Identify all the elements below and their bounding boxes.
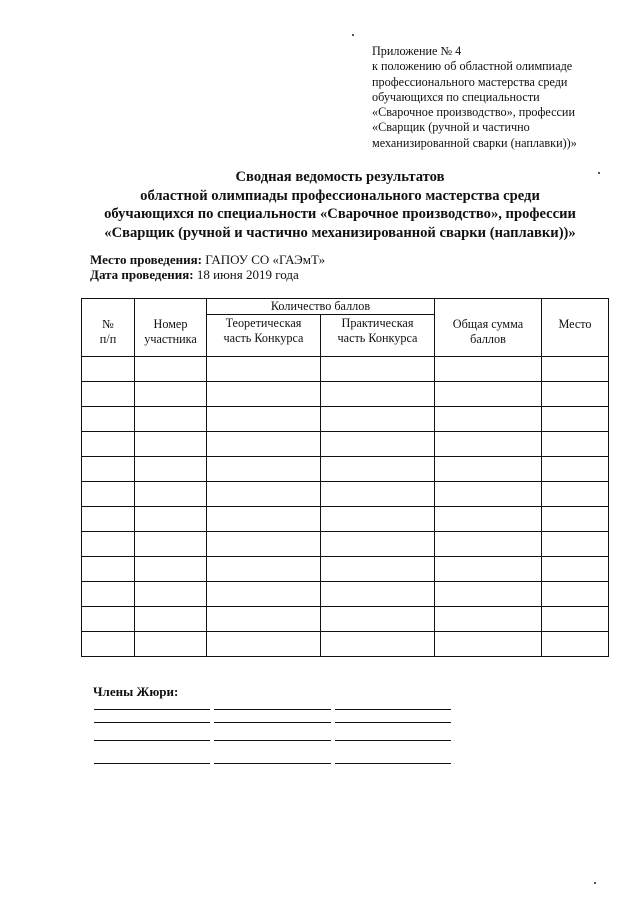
table-cell [82, 632, 135, 657]
table-cell [82, 407, 135, 432]
table-cell [135, 632, 207, 657]
table-cell [321, 457, 435, 482]
table-cell [207, 507, 321, 532]
signature-line [335, 763, 451, 764]
table-cell [207, 457, 321, 482]
table-cell [435, 532, 542, 557]
signature-line [94, 740, 210, 741]
table-cell [435, 382, 542, 407]
place-value: ГАПОУ СО «ГАЭмТ» [205, 252, 326, 267]
signature-line [94, 763, 210, 764]
appendix-block [372, 44, 617, 151]
table-cell [435, 607, 542, 632]
appendix-line: к положению об областной олимпиаде [372, 59, 573, 74]
table-cell [542, 382, 609, 407]
table-row [82, 407, 609, 432]
table-cell [135, 357, 207, 382]
appendix-line: обучающихся по специальности [372, 89, 540, 104]
col-place-text: Место [558, 317, 592, 331]
table-cell [207, 582, 321, 607]
signature-line [214, 740, 331, 741]
table-cell [321, 632, 435, 657]
table-cell [82, 607, 135, 632]
signature-line [214, 709, 331, 710]
table-row [82, 432, 609, 457]
table-cell [135, 407, 207, 432]
table-cell [321, 532, 435, 557]
table-cell [82, 482, 135, 507]
table-cell [82, 582, 135, 607]
table-cell [321, 607, 435, 632]
table-cell [321, 357, 435, 382]
event-date [90, 267, 325, 282]
table-cell [321, 382, 435, 407]
table-cell [321, 507, 435, 532]
table-cell [82, 357, 135, 382]
table-row [82, 582, 609, 607]
document-title [60, 168, 620, 242]
table-cell [435, 507, 542, 532]
signature-line [335, 740, 451, 741]
points-group-text: Количество баллов [270, 299, 371, 313]
col-practice-header [321, 315, 435, 357]
table-cell [542, 407, 609, 432]
event-meta [90, 252, 325, 282]
table-cell [82, 382, 135, 407]
signature-line [94, 722, 210, 723]
col-number-header [82, 299, 135, 357]
table-cell [542, 532, 609, 557]
table-cell [321, 482, 435, 507]
title-line: областной олимпиады профессионального мастерства среди [140, 187, 540, 204]
table-cell [542, 607, 609, 632]
signature-line [94, 709, 210, 710]
appendix-line: профессионального мастерства среди [372, 74, 568, 89]
appendix-line: Приложение № 4 [372, 44, 462, 58]
table-cell [542, 557, 609, 582]
table-cell [82, 432, 135, 457]
scan-speck [598, 172, 600, 174]
table-cell [207, 482, 321, 507]
table-row [82, 507, 609, 532]
signature-line [335, 722, 451, 723]
table-cell [135, 482, 207, 507]
results-table [81, 298, 609, 657]
table-row [82, 482, 609, 507]
table-cell [542, 357, 609, 382]
table-cell [207, 532, 321, 557]
table-row [82, 607, 609, 632]
table-cell [135, 582, 207, 607]
date-value: 18 июня 2019 года [196, 267, 299, 282]
table-cell [542, 632, 609, 657]
title-line: обучающихся по специальности «Сварочное производство», профессии [104, 206, 576, 223]
date-label: Дата проведения: [90, 267, 194, 282]
table-cell [135, 432, 207, 457]
points-group-header [207, 299, 435, 315]
table-cell [207, 632, 321, 657]
table-cell [435, 407, 542, 432]
col-place-header [542, 299, 609, 357]
table-cell [542, 507, 609, 532]
signature-line [335, 709, 451, 710]
table-cell [321, 407, 435, 432]
table-cell [207, 557, 321, 582]
table-cell [82, 557, 135, 582]
table-cell [82, 457, 135, 482]
table-cell [435, 357, 542, 382]
signature-line [214, 763, 331, 764]
table-cell [82, 507, 135, 532]
results-table-body [82, 357, 609, 657]
table-cell [435, 632, 542, 657]
col-theory-header [207, 315, 321, 357]
col-total-header [435, 299, 542, 357]
scan-speck [352, 34, 354, 36]
table-cell [435, 557, 542, 582]
table-row [82, 557, 609, 582]
jury-label: Члены Жюри: [93, 684, 179, 699]
appendix-line: «Сварщик (ручной и частично [372, 120, 530, 135]
table-cell [321, 432, 435, 457]
col-number-text: № п/п [99, 317, 117, 346]
signature-line [214, 722, 331, 723]
col-participant-header [135, 299, 207, 357]
table-row [82, 632, 609, 657]
col-participant-text: Номер участника [144, 317, 197, 346]
table-cell [207, 357, 321, 382]
table-cell [207, 607, 321, 632]
table-cell [321, 557, 435, 582]
col-theory-text: Теоретическая часть Конкурса [223, 316, 304, 345]
table-cell [135, 532, 207, 557]
title-line: «Сварщик (ручной и частично механизированной сварки (наплавки))» [104, 224, 576, 241]
table-cell [207, 432, 321, 457]
table-cell [321, 582, 435, 607]
table-cell [435, 432, 542, 457]
place-label: Место проведения: [90, 252, 202, 267]
table-cell [542, 482, 609, 507]
table-cell [207, 382, 321, 407]
table-cell [207, 407, 321, 432]
table-cell [82, 532, 135, 557]
table-cell [135, 607, 207, 632]
table-row [82, 532, 609, 557]
event-place [90, 252, 325, 267]
scan-speck [594, 882, 596, 884]
table-cell [135, 557, 207, 582]
appendix-line: «Сварочное производство», профессии [372, 105, 575, 120]
appendix-line: механизированной сварки (наплавки))» [372, 135, 577, 150]
table-row [82, 357, 609, 382]
table-cell [135, 507, 207, 532]
col-practice-text: Практическая часть Конкурса [337, 316, 418, 345]
table-cell [542, 457, 609, 482]
table-row [82, 382, 609, 407]
title-line: Сводная ведомость результатов [235, 169, 445, 185]
table-cell [542, 432, 609, 457]
table-row [82, 457, 609, 482]
table-cell [435, 582, 542, 607]
table-cell [135, 382, 207, 407]
table-cell [542, 582, 609, 607]
table-cell [435, 457, 542, 482]
col-total-text: Общая сумма баллов [452, 317, 524, 346]
table-cell [435, 482, 542, 507]
table-cell [135, 457, 207, 482]
